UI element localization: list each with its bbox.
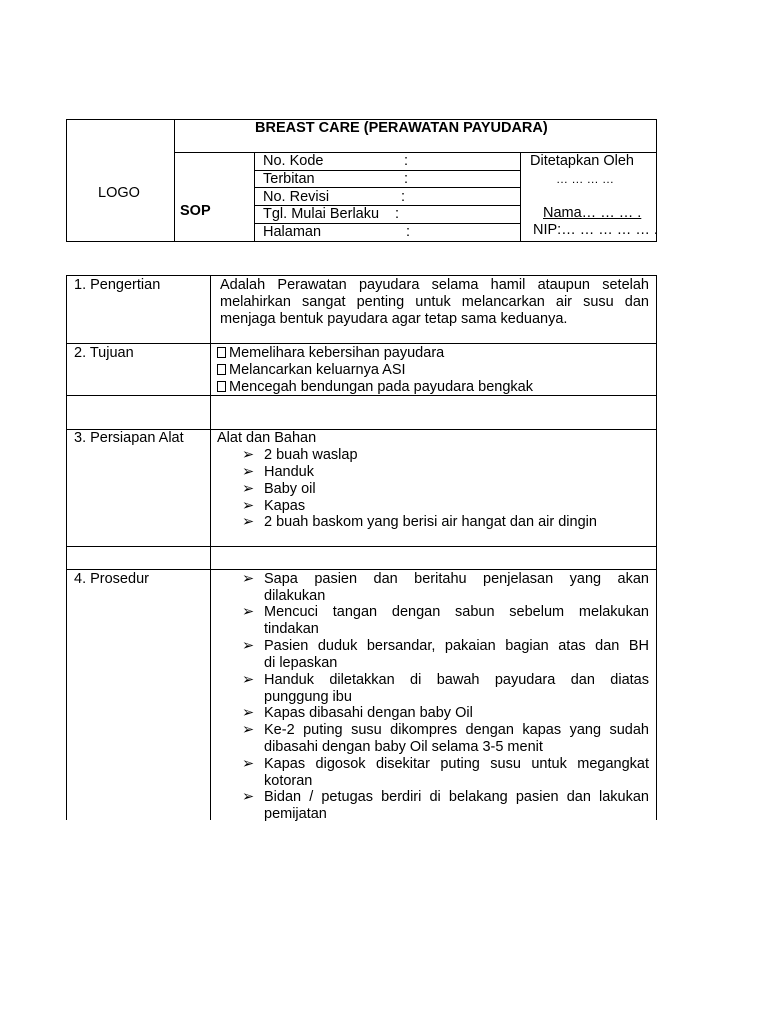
list-item: ➢ Handuk (242, 464, 314, 480)
step-line: Kapas digosok disekitar puting susu untuk megangkat (264, 756, 649, 772)
nama-field: Nama… … … . (543, 205, 642, 221)
field-no-kode: No. Kode (263, 153, 324, 169)
step-line: Sapa pasien dan beritahu penjelasan yang akan (264, 571, 649, 587)
alat-heading: Alat dan Bahan (217, 430, 317, 446)
pengertian-line: melahirkan sangat penting untuk melancarkan air susu dan (220, 294, 649, 310)
bullet-box-icon (217, 347, 226, 358)
pengertian-line: menjaga bentuk payudara agar tetap sama keduanya. (220, 311, 568, 327)
list-item: Melancarkan keluarnya ASI (217, 362, 406, 379)
label-persiapan-alat: 3. Persiapan Alat (74, 430, 184, 446)
field-colon: : (401, 189, 406, 205)
field-terbitan: Terbitan (263, 171, 315, 187)
field-tgl-mulai: Tgl. Mulai Berlaku (263, 206, 380, 222)
logo-placeholder: LOGO (98, 185, 140, 201)
document-title: BREAST CARE (PERAWATAN PAYUDARA) (255, 120, 548, 136)
field-colon: : (406, 224, 411, 240)
bullet-box-icon (217, 381, 226, 392)
arrow-bullet-icon: ➢ (242, 571, 255, 587)
arrow-bullet-icon: ➢ (242, 672, 255, 688)
arrow-bullet-icon: ➢ (242, 756, 255, 772)
list-item: Memelihara kebersihan payudara (217, 345, 444, 362)
sop-label: SOP (180, 203, 211, 219)
step-line: kotoran (264, 773, 313, 789)
step-line: Bidan / petugas berdiri di belakang pasien dan lakukan (264, 789, 649, 805)
nip-field: NIP:… … … … … . (533, 222, 658, 238)
bullet-box-icon (217, 364, 226, 375)
arrow-bullet-icon: ➢ (242, 638, 255, 654)
list-item: ➢ 2 buah waslap (242, 447, 358, 463)
step-line: Ke-2 puting susu dikompres dengan kapas yang sudah (264, 722, 649, 738)
step-line: Mencuci tangan dengan sabun sebelum melakukan (264, 604, 649, 620)
list-item: Mencegah bendungan pada payudara bengkak (217, 379, 533, 396)
step-line: punggung ibu (264, 689, 352, 705)
arrow-bullet-icon: ➢ (242, 604, 255, 620)
field-colon: : (404, 153, 409, 169)
step-line: dibasahi dengan baby Oil selama 3-5 menit (264, 739, 543, 755)
step-line: Pasien duduk bersandar, pakaian bagian atas dan BH (264, 638, 649, 654)
arrow-bullet-icon: ➢ (242, 789, 255, 805)
list-item: ➢ Baby oil (242, 481, 316, 497)
step-line: Kapas dibasahi dengan baby Oil (264, 705, 473, 721)
list-item: ➢ Kapas (242, 498, 306, 514)
step-line: di lepaskan (264, 655, 338, 671)
label-pengertian: 1. Pengertian (74, 277, 161, 293)
ditetapkan-oleh: Ditetapkan Oleh (530, 153, 634, 169)
step-line: pemijatan (264, 806, 327, 822)
arrow-bullet-icon: ➢ (242, 514, 255, 530)
label-prosedur: 4. Prosedur (74, 571, 149, 587)
arrow-bullet-icon: ➢ (242, 498, 255, 514)
arrow-bullet-icon: ➢ (242, 722, 255, 738)
label-tujuan: 2. Tujuan (74, 345, 134, 361)
arrow-bullet-icon: ➢ (242, 447, 255, 463)
step-line: tindakan (264, 621, 319, 637)
arrow-bullet-icon: ➢ (242, 464, 255, 480)
arrow-bullet-icon: ➢ (242, 705, 255, 721)
field-no-revisi: No. Revisi (263, 189, 330, 205)
ditetapkan-dots: … … … … (556, 172, 615, 186)
field-colon: : (395, 206, 400, 222)
list-item: ➢ 2 buah baskom yang berisi air hangat dan air dingin (242, 514, 597, 530)
arrow-bullet-icon: ➢ (242, 481, 255, 497)
step-line: Handuk diletakkan di bawah payudara dan diatas (264, 672, 649, 688)
step-line: dilakukan (264, 588, 326, 604)
pengertian-line: Adalah Perawatan payudara selama hamil ataupun setelah (220, 277, 649, 293)
field-halaman: Halaman (263, 224, 322, 240)
field-colon: : (404, 171, 409, 187)
